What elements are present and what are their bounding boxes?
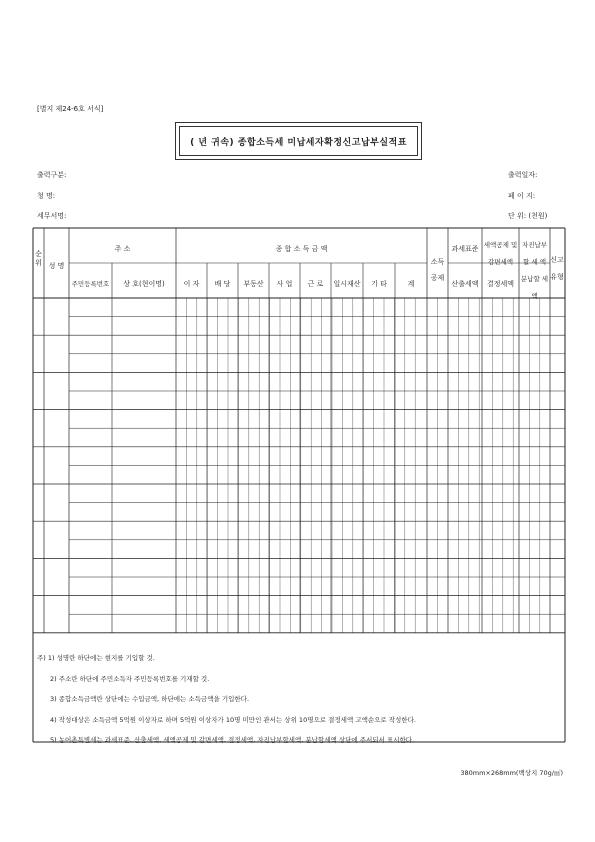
office-label: 청 명: xyxy=(37,192,56,200)
col-total-income: 종 합 소 득 금 액 xyxy=(275,245,328,253)
col-tax-base: 과세표준 xyxy=(451,245,479,253)
col-resident-no: 주민등록번호 xyxy=(71,280,110,288)
col-deduction-top: 소득 xyxy=(430,258,445,266)
form-title: ( 년 귀속) 종합소득세 미납세자확정신고납부실적표 xyxy=(190,137,407,148)
col-name: 성 명 xyxy=(48,262,65,270)
col-real-estate: 부동산 xyxy=(243,280,264,288)
col-filing-type: 신고유형 xyxy=(550,256,564,281)
unit-label: 단 위: (천원) xyxy=(508,212,548,220)
col-other: 기 타 xyxy=(371,280,387,288)
note-5: 5) 농어촌특별세는 과세표준, 산출세액, 세액공제 및 감면세액, 결정세액, 자진납부할세액, 분납할세액 상단에 주서되서 표시한다. xyxy=(50,736,415,745)
col-rank: 순위 xyxy=(35,250,42,267)
col-self-pay: 자진납부할 세 액 xyxy=(521,241,548,266)
page-label: 페 이 지: xyxy=(508,192,536,200)
note-4: 4) 작성대상은 소득금액 5억원 이상자로 하며 5억원 이상자가 10명 미만인 관서는 상위 10명으로 결정세액 고액순으로 작성한다. xyxy=(50,715,416,724)
output-type-label: 출력구분: xyxy=(37,171,67,179)
col-tax-reduction: 세액공제 및 감면세액 xyxy=(483,241,518,266)
note-3: 3) 종합소득금액란 상단에는 수입금액, 하단에는 소득금액을 기입한다. xyxy=(50,695,250,704)
col-installment: 분납할 세 액 xyxy=(520,275,549,300)
col-trade-name: 상 호(현이명) xyxy=(123,280,165,288)
col-deduction-bottom: 공제 xyxy=(430,274,445,282)
col-labor: 근 로 xyxy=(307,280,324,288)
paper-spec: 380mm×268mm(백상지 70g/㎡) xyxy=(460,769,563,777)
col-dividend: 배 당 xyxy=(214,280,231,288)
col-computed-tax: 산출세액 xyxy=(451,280,479,288)
notes xyxy=(37,648,416,751)
note-2: 2) 주소란 하단에 주민소득자 주민등록번호를 기재할 것. xyxy=(50,674,210,683)
col-determined-tax: 결정세액 xyxy=(486,280,515,288)
col-address: 주 소 xyxy=(114,245,131,253)
tax-office-label: 세무서명: xyxy=(37,212,67,220)
col-interest: 이 자 xyxy=(183,280,200,288)
note-1: 주) 1) 성명란 하단에는 현지를 기입할 것. xyxy=(37,654,155,662)
form-number: [별지 제24-6호 서식] xyxy=(37,105,104,113)
output-date-label: 출력일자: xyxy=(508,171,538,179)
col-temporary-property: 일시재산 xyxy=(333,280,361,288)
col-business: 사 업 xyxy=(276,280,293,288)
col-total: 계 xyxy=(407,280,415,288)
